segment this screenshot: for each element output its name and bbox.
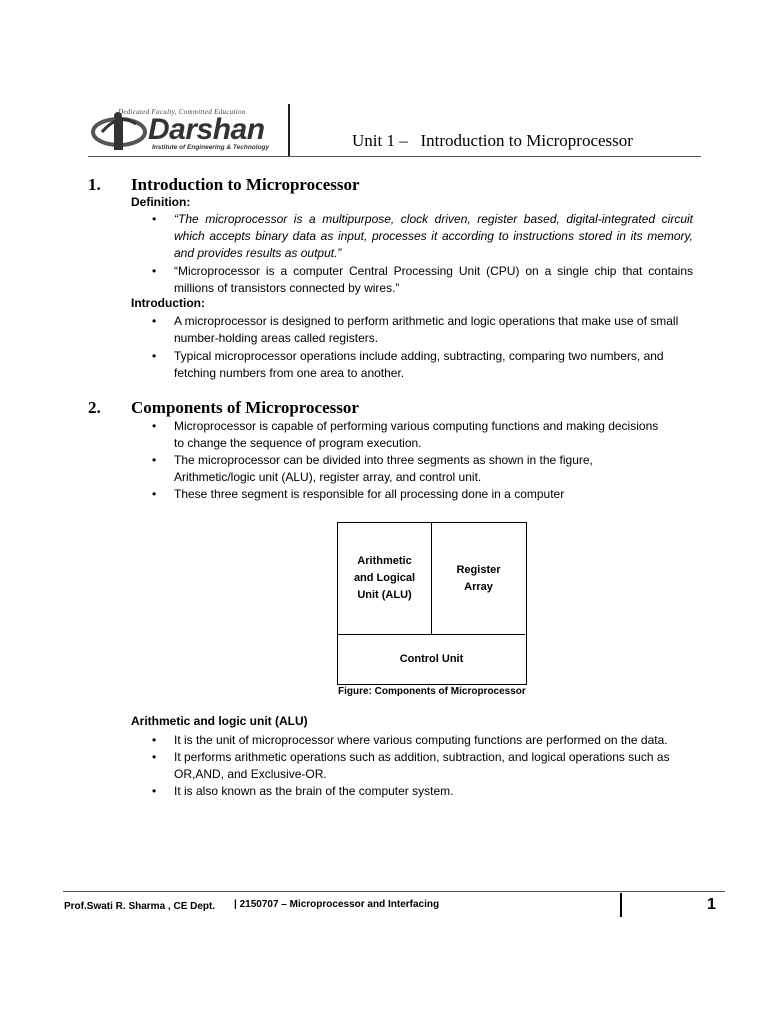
section-2-number: 2. xyxy=(88,398,101,417)
section-1-title: Introduction to Microprocessor xyxy=(131,175,360,194)
list-item: • Typical microprocessor operations include adding, subtracting, comparing two numbers, and fetching numbers from one area to another. xyxy=(152,349,664,380)
control-unit-block xyxy=(338,635,525,683)
list-item: • “The microprocessor is a multipurpose, clock driven, register based, digital-integrated circuit which accepts binary data as input, processes it according to instructions stored in its memory, and provides results as output.” xyxy=(152,212,693,260)
bullet-icon: • xyxy=(152,212,157,226)
alu-heading: Arithmetic and logic unit (ALU) xyxy=(131,714,308,728)
bullet-icon: • xyxy=(152,419,157,433)
bullet-icon: • xyxy=(152,264,157,278)
footer-divider xyxy=(620,893,622,917)
list-item: • It is the unit of microprocessor where various computing functions are performed on the data. xyxy=(152,733,668,747)
list-item: • “Microprocessor is a computer Central Processing Unit (CPU) on a single chip that contains millions of transistors connected by wires.” xyxy=(152,264,693,295)
list-item: • These three segment is responsible for all processing done in a computer xyxy=(152,487,565,501)
logo-tagline: Dedicated Faculty, Committed Education xyxy=(118,108,246,116)
control-unit-label: Control Unit xyxy=(399,652,464,665)
logo-emblem-icon xyxy=(90,110,148,154)
bullet-icon: • xyxy=(152,349,157,363)
figure-caption: Figure: Components of Microprocessor xyxy=(338,686,526,697)
definition-label: Definition: xyxy=(131,195,191,209)
list-item: • The microprocessor can be divided into three segments as shown in the figure, Arithmetic/logic unit (ALU), register array, and control unit. xyxy=(152,453,593,484)
list-item: • A microprocessor is designed to perform arithmetic and logic operations that make use of small number-holding areas called registers. xyxy=(152,314,679,345)
components-diagram xyxy=(337,522,527,685)
alu-label-line: and Logical xyxy=(353,572,416,584)
list-item: • Microprocessor is capable of performing various computing functions and making decisions to change the sequence of program execution. xyxy=(152,419,659,450)
alu-label-line: Unit (ALU) xyxy=(357,589,412,601)
list-item: • It performs arithmetic operations such as addition, subtraction, and logical operations such as OR,AND, and Exclusive-OR. xyxy=(152,750,670,781)
components-list xyxy=(152,418,664,503)
alu-label-line: Arithmetic xyxy=(357,555,412,567)
alu-block xyxy=(338,523,432,635)
bullet-icon: • xyxy=(152,314,157,328)
footer-author: Prof.Swati R. Sharma , CE Dept. xyxy=(64,901,216,912)
bullet-icon: • xyxy=(152,733,157,747)
register-label-line: Array xyxy=(464,580,493,593)
section-2-title: Components of Microprocessor xyxy=(131,398,359,417)
footer-course: | 2150707 – Microprocessor and Interfacing xyxy=(234,899,440,910)
unit-title: Unit 1 – Introduction to Microprocessor xyxy=(352,131,633,150)
footer-rule xyxy=(63,891,725,892)
alu-list xyxy=(152,732,679,800)
header-divider xyxy=(288,104,290,156)
bullet-icon: • xyxy=(152,487,157,501)
introduction-list xyxy=(152,313,693,382)
definition-list xyxy=(152,211,693,297)
list-item: • It is also known as the brain of the computer system. xyxy=(152,784,454,798)
bullet-icon: • xyxy=(152,750,157,764)
introduction-label: Introduction: xyxy=(131,296,205,310)
register-array-block xyxy=(432,523,525,635)
section-1-number: 1. xyxy=(88,175,101,194)
register-label-line: Register xyxy=(456,563,501,576)
page-number: 1 xyxy=(707,896,716,913)
logo-subtitle: Institute of Engineering & Technology xyxy=(152,144,270,151)
logo-name: Darshan xyxy=(148,113,265,146)
bullet-icon: • xyxy=(152,784,157,798)
header-rule xyxy=(88,156,701,157)
bullet-icon: • xyxy=(152,453,157,467)
